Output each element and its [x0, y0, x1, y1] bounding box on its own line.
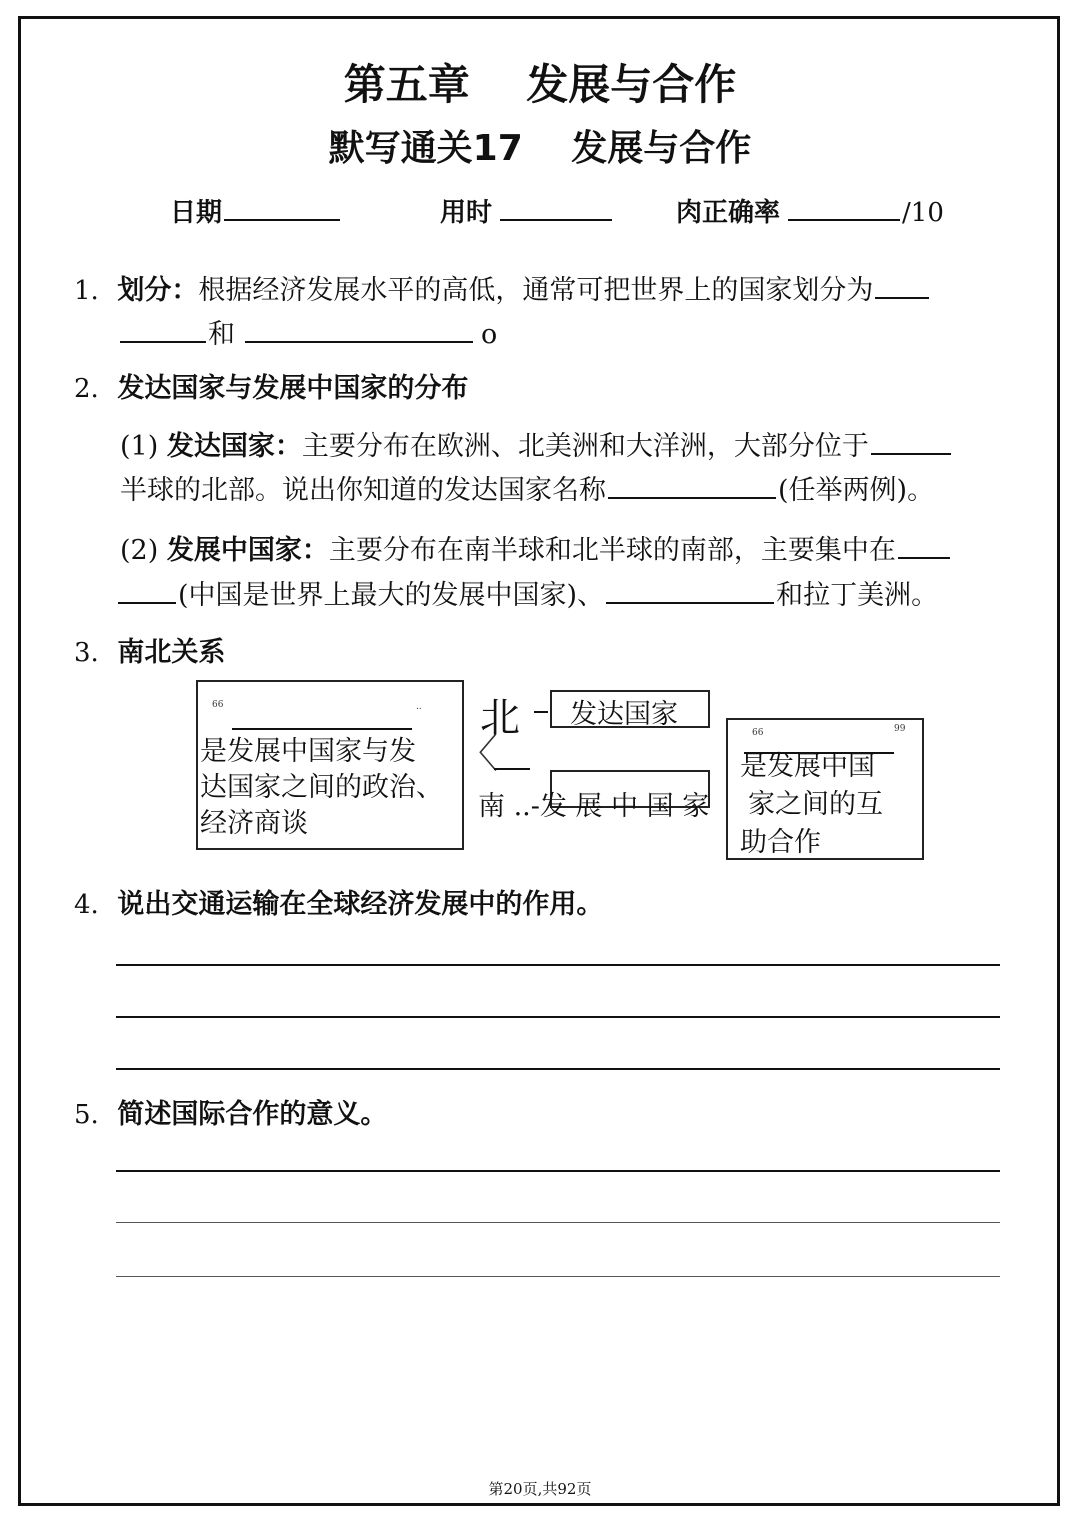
date-label: 日期 [170, 198, 223, 228]
accuracy-field [676, 192, 944, 229]
right-box-quote-open: 66 [752, 728, 764, 738]
q2-sub1-text-c: (任举两例)。 [778, 475, 935, 506]
date-blank[interactable] [224, 193, 340, 221]
q2-sub2-text-a: 主要分布在南半球和北半球的南部，主要集中在 [328, 535, 896, 566]
diagram-dash [494, 768, 530, 770]
q4-title: 说出交通运输在全球经济发展中的作用。 [117, 889, 604, 920]
q2-sub2-text-b: (中国是世界上最大的发展中国家)、 [178, 580, 605, 611]
north-label: 北 [480, 695, 520, 741]
left-box-quote-open: 66 [212, 700, 224, 710]
north-connector [534, 711, 548, 713]
q2-heading [74, 366, 468, 405]
accuracy-blank[interactable] [788, 193, 900, 221]
q3-title: 南北关系 [117, 637, 226, 668]
accuracy-label: 肉正确率 [676, 198, 781, 228]
q4-heading [74, 882, 603, 921]
q2-sub1-text-a: 主要分布在欧洲、北美洲和大洋洲，大部分位于 [301, 431, 869, 462]
q2-sub1-blank-2[interactable] [608, 471, 776, 499]
chapter-title: 第五章 发展与合作 [343, 60, 737, 109]
right-box-text [740, 748, 883, 862]
q1-text-c: o [481, 319, 498, 350]
page-number: 第20页,共92页 [488, 1480, 592, 1498]
q5-number: 5. [74, 1100, 99, 1130]
q2-sub1-blank-1[interactable] [871, 427, 951, 455]
q2-sub1-text-b: 半球的北部。说出你知道的发达国家名称 [120, 475, 606, 506]
right-box-quote-close: 99 [894, 724, 906, 734]
accuracy-total: /10 [902, 198, 944, 228]
date-field [170, 192, 342, 229]
q2-number: 2. [74, 374, 99, 404]
q1-blank-1a[interactable] [875, 271, 929, 299]
q2-sub1-number: (1) [120, 431, 159, 462]
q1-text-b: 和 [208, 319, 235, 350]
left-box-text-line: 经济商谈 [200, 808, 308, 839]
q2-sub2-line-1 [120, 528, 952, 567]
left-box-quote-close: .. [416, 702, 422, 712]
q1-line-1 [74, 268, 931, 307]
time-label: 用时 [440, 198, 493, 228]
q1-text-a: 根据经济发展水平的高低，通常可把世界上的国家划分为 [198, 275, 874, 306]
left-box-text [200, 734, 443, 842]
left-box-blank[interactable] [232, 728, 412, 730]
q2-sub1-label: 发达国家： [166, 431, 302, 462]
q1-blank-1b[interactable] [120, 315, 206, 343]
q4-number: 4. [74, 890, 99, 920]
q1-number: 1. [74, 276, 99, 306]
q1-label: 划分： [117, 275, 199, 306]
time-blank[interactable] [500, 193, 612, 221]
q2-sub1-line-2 [120, 468, 934, 507]
q5-title: 简述国际合作的意义。 [117, 1099, 388, 1130]
right-box-text-line: 助合作 [740, 827, 821, 858]
q3-number: 3. [74, 638, 99, 668]
q4-answer-line[interactable] [116, 1016, 1000, 1018]
bracket-symbol: 〈 [458, 731, 498, 777]
left-box-text-line: 达国家之间的政治、 [200, 772, 443, 803]
q2-sub2-text-c: 和拉丁美洲。 [776, 580, 939, 611]
q5-heading [74, 1092, 387, 1131]
q1-blank-2[interactable] [245, 315, 473, 343]
q2-sub1-line-1 [120, 424, 953, 463]
q5-answer-line[interactable] [116, 1222, 1000, 1223]
q2-sub2-label: 发展中国家： [166, 535, 329, 566]
q4-answer-line[interactable] [116, 964, 1000, 966]
q2-sub2-line-2 [116, 573, 938, 612]
time-field [440, 192, 614, 229]
q1-line-2 [118, 312, 497, 351]
q2-sub2-blank-1a[interactable] [898, 531, 950, 559]
right-box-text-line: 是发展中国 [740, 751, 875, 782]
q4-answer-line[interactable] [116, 1068, 1000, 1070]
right-box-text-line: 家之间的互 [748, 789, 883, 820]
q2-title: 发达国家与发展中国家的分布 [117, 373, 469, 404]
q2-sub2-number: (2) [120, 535, 159, 566]
q2-sub2-blank-2[interactable] [606, 576, 774, 604]
lesson-title: 默写通关17 发展与合作 [328, 128, 752, 169]
south-line: 南 ..-发 展 中 国 家 [478, 791, 710, 822]
q5-answer-line[interactable] [116, 1170, 1000, 1172]
north-box-text: 发达国家 [570, 699, 678, 730]
q2-sub2-blank-1b[interactable] [118, 576, 176, 604]
q3-heading [74, 630, 225, 669]
q5-answer-line[interactable] [116, 1276, 1000, 1277]
left-box-text-line: 是发展中国家与发 [200, 736, 416, 767]
